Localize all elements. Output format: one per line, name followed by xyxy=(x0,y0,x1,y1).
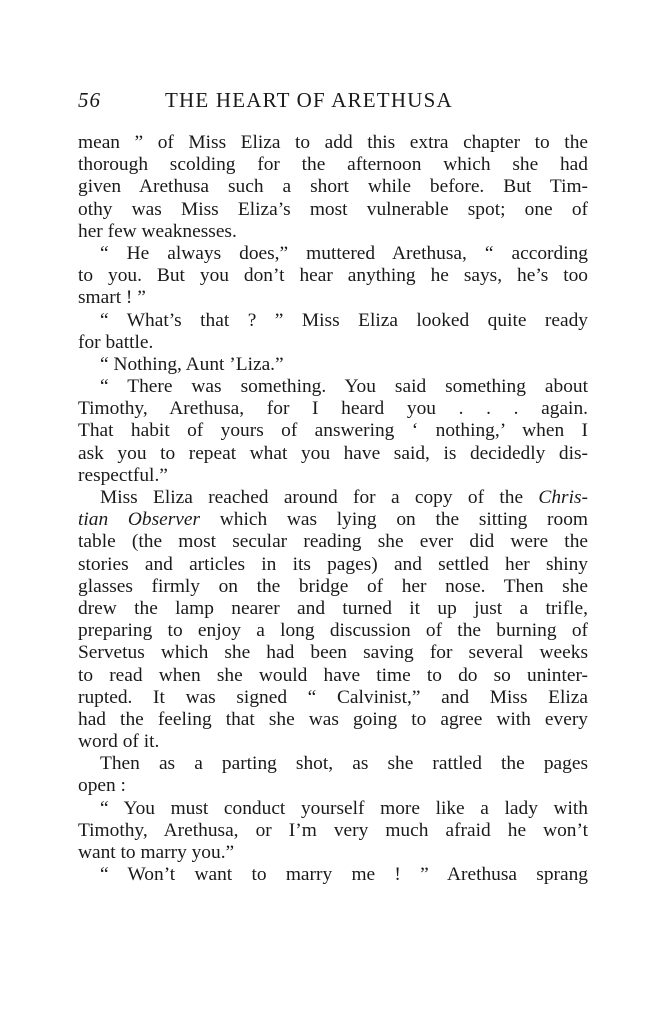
text-line xyxy=(78,576,588,598)
line-text: Timothy, Arethusa, or I’m very much afraid he won’t xyxy=(78,819,588,841)
text-line xyxy=(78,443,588,465)
line-text: which was lying on the sitting room xyxy=(200,509,588,531)
line-text: word of it. xyxy=(78,731,160,753)
line-text: open : xyxy=(78,775,126,797)
text-line xyxy=(78,199,588,221)
text-line xyxy=(78,709,588,731)
line-text: to you. But you don’t hear anything he says, he’s too xyxy=(78,265,588,287)
line-text: rupted. It was signed “ Calvinist,” and Miss Eliza xyxy=(78,686,588,708)
line-text: Timothy, Arethusa, for I heard you . . . again. xyxy=(78,398,588,420)
line-text: othy was Miss Eliza’s most vulnerable spot; one of xyxy=(78,198,588,220)
line-text: “ There was something. You said something about xyxy=(100,376,588,398)
text-line xyxy=(78,753,588,775)
line-text: to read when she would have time to do so uninter- xyxy=(78,664,588,686)
text-line xyxy=(78,665,588,687)
text-line xyxy=(78,487,588,509)
line-text: Servetus which she had been saving for several weeks xyxy=(78,642,588,664)
line-text: drew the lamp nearer and turned it up just a trifle, xyxy=(78,597,588,619)
line-text: stories and articles in its pages) and settled her shiny xyxy=(78,553,588,575)
line-text: her few weaknesses. xyxy=(78,220,237,242)
line-text: mean ” of Miss Eliza to add this extra chapter to the xyxy=(78,132,588,153)
text-line xyxy=(78,354,588,376)
page-number: 56 xyxy=(78,88,101,112)
text-line xyxy=(78,509,588,531)
text-line xyxy=(78,398,588,420)
line-text: ask you to repeat what you have said, is decidedly dis- xyxy=(78,442,588,464)
line-text: “ What’s that ? ” Miss Eliza looked quite ready xyxy=(100,309,588,331)
line-text: Miss Eliza reached around for a copy of the xyxy=(100,487,539,508)
text-line xyxy=(78,310,588,332)
text-line xyxy=(78,420,588,442)
line-text: want to marry you.” xyxy=(78,842,235,863)
text-line xyxy=(78,465,588,487)
line-text: thorough scolding for the afternoon which she had xyxy=(78,154,588,176)
line-text: preparing to enjoy a long discussion of the burning of xyxy=(78,620,588,642)
text-line xyxy=(78,598,588,620)
running-title: THE HEART OF ARETHUSA xyxy=(165,88,453,112)
text-line xyxy=(78,265,588,287)
line-text: “ He always does,” muttered Arethusa, “ according xyxy=(100,242,588,264)
text-line xyxy=(78,687,588,709)
text-line xyxy=(78,820,588,842)
text-line xyxy=(78,554,588,576)
line-text: Then as a parting shot, as she rattled the pages xyxy=(100,753,588,775)
line-text: had the feeling that she was going to agree with every xyxy=(78,708,588,730)
text-line xyxy=(78,176,588,198)
book-page xyxy=(78,88,588,886)
text-line xyxy=(78,842,588,864)
text-line xyxy=(78,376,588,398)
line-text: glasses firmly on the bridge of her nose. Then she xyxy=(78,575,588,597)
text-line xyxy=(78,154,588,176)
line-text: table (the most secular reading she ever did were the xyxy=(78,531,588,553)
line-text: respectful.” xyxy=(78,464,168,486)
text-line xyxy=(78,332,588,354)
italic-text: tian Observer xyxy=(78,509,201,531)
line-text: “ Won’t want to marry me ! ” Arethusa sprang xyxy=(100,864,588,886)
italic-text: Chris- xyxy=(538,487,588,508)
text-line xyxy=(78,731,588,753)
text-line xyxy=(78,775,588,797)
body-text xyxy=(78,132,588,886)
text-line xyxy=(78,132,588,154)
line-text: “ Nothing, Aunt ’Liza.” xyxy=(100,353,284,375)
text-line xyxy=(78,642,588,664)
text-line xyxy=(78,287,588,309)
text-line xyxy=(78,243,588,265)
line-text: for battle. xyxy=(78,331,154,353)
text-line xyxy=(78,531,588,553)
text-line xyxy=(78,221,588,243)
text-line xyxy=(78,864,588,886)
line-text: That habit of yours of answering ‘ nothing,’ when I xyxy=(78,420,588,442)
running-head xyxy=(78,88,588,118)
line-text: given Arethusa such a short while before. But Tim- xyxy=(78,176,588,198)
text-line xyxy=(78,620,588,642)
line-text: “ You must conduct yourself more like a lady with xyxy=(100,797,588,819)
text-line xyxy=(78,798,588,820)
line-text: smart ! ” xyxy=(78,287,146,309)
